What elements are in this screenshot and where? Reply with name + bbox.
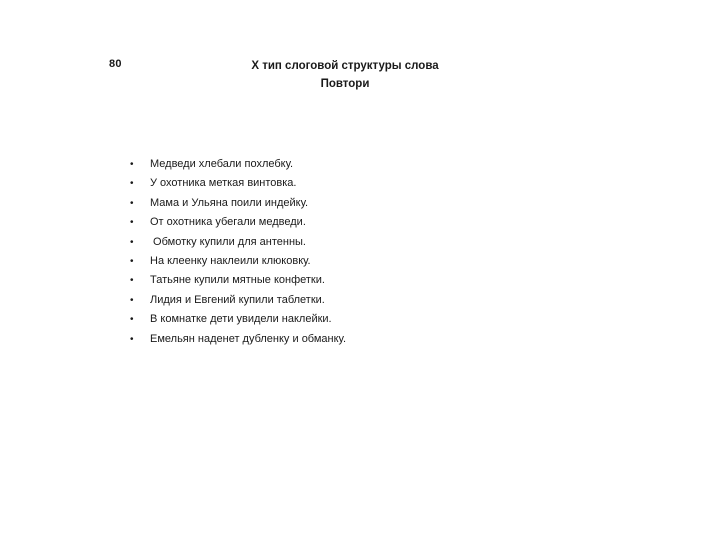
bullet-icon: • [130,178,134,190]
sentence-text: Татьяне купили мятные конфетки. [150,274,325,287]
list-item [130,213,346,232]
bullet-icon: • [130,294,134,306]
sentence-text: В комнатке дети увидели наклейки. [150,313,332,326]
sentence-list [130,155,346,349]
bullet-icon: • [130,197,134,209]
list-item [130,310,346,329]
bullet-icon: • [130,236,134,248]
sentence-text: Емельян наденет дубленку и обманку. [150,332,347,345]
sentence-text: Обмотку купили для антенны. [150,235,306,248]
sentence-text: От охотника убегали медведи. [150,216,306,229]
list-item [130,291,346,310]
list-item [130,155,346,174]
bullet-icon: • [130,333,134,345]
list-item [130,194,346,213]
bullet-icon: • [130,256,134,268]
bullet-icon: • [130,159,134,170]
bullet-icon: • [130,314,134,326]
list-item [130,252,346,271]
sentence-text: Медведи хлебали похлебку. [150,158,294,170]
list-item [130,174,346,193]
title-block [240,57,450,93]
page-number: 80 [109,58,122,70]
list-item [130,233,346,252]
title-line-1: X тип слоговой структуры слова [251,60,439,72]
sentence-text: Мама и Ульяна поили индейку. [150,196,309,209]
list-item [130,330,346,349]
sentence-text: У охотника меткая винтовка. [150,177,297,190]
title-line-2: Повтори [320,78,370,90]
sentence-text: На клеенку наклеили клюковку. [150,255,311,268]
list-item [130,271,346,290]
bullet-icon: • [130,275,134,287]
bullet-icon: • [130,217,134,229]
sentence-text: Лидия и Евгений купили таблетки. [150,293,325,306]
